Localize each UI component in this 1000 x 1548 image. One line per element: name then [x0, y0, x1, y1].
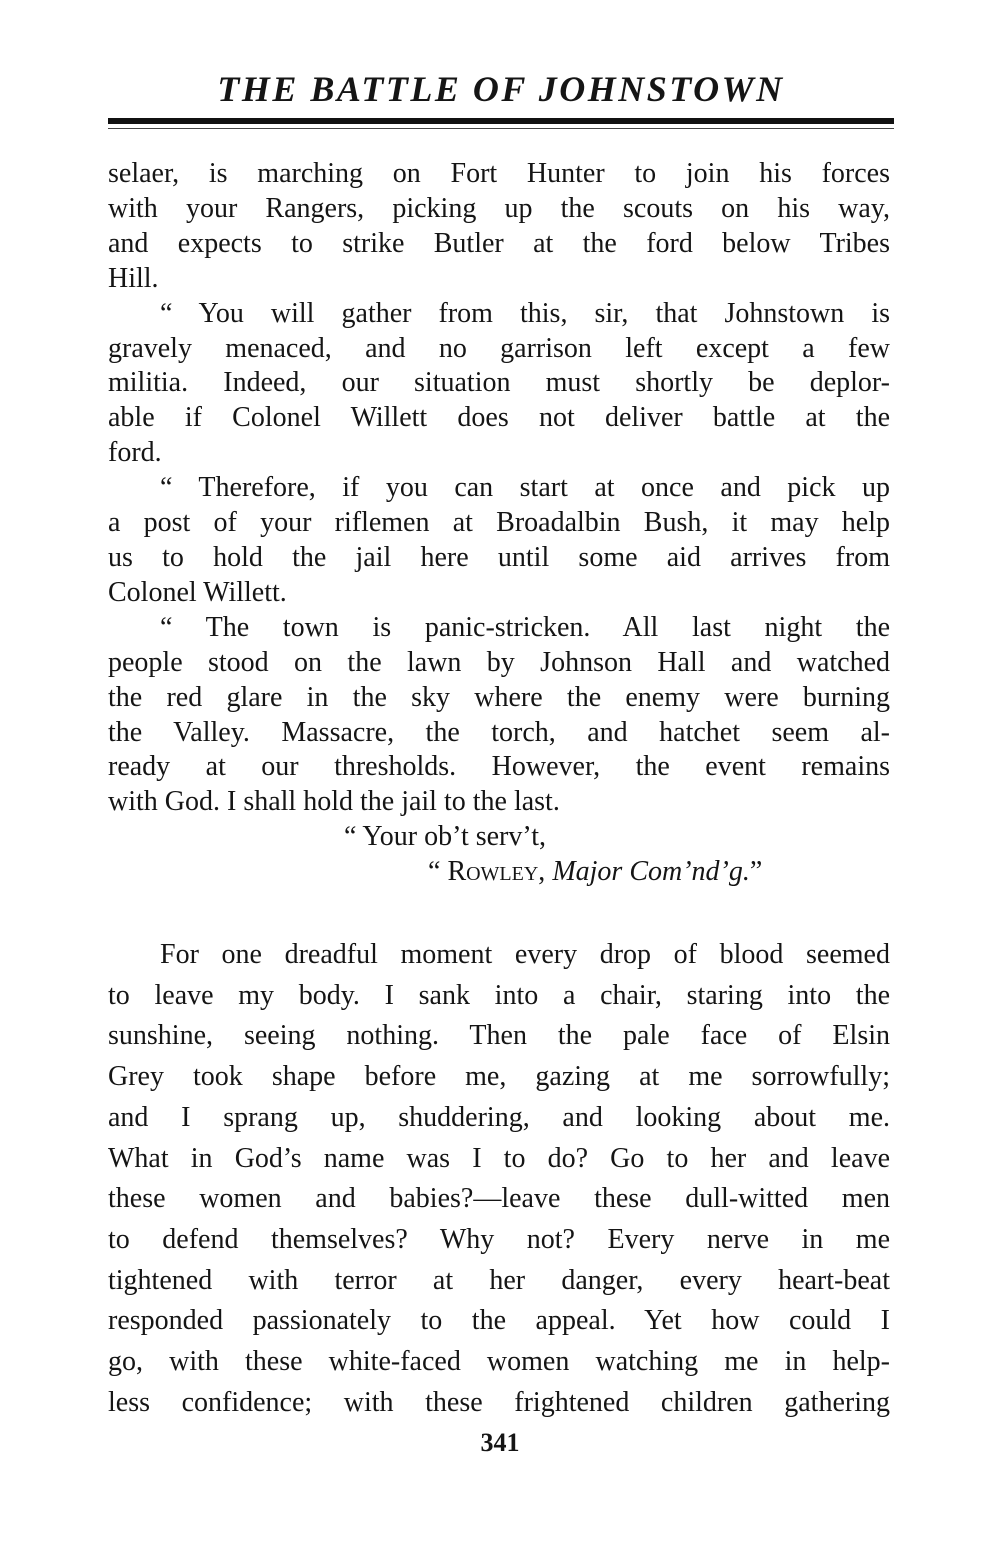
signature-signer — [108, 855, 890, 890]
text-line: able if Colonel Willett does not deliver battle at the — [108, 402, 890, 434]
text-line: For one dreadful moment every drop of blood seemed — [160, 939, 890, 970]
page-number: 341 — [480, 1428, 520, 1457]
text-line: and expects to strike Butler at the ford below Tribes — [108, 227, 890, 259]
text-line: gravely menaced, and no garrison left except a few — [108, 332, 890, 364]
text-line: Colonel Willett. — [108, 576, 287, 608]
text-line: these women and babies?—leave these dull-witted men — [108, 1183, 890, 1215]
signer-rank: Major Com’nd’g. — [552, 855, 750, 887]
signer-name: Rowley, — [447, 855, 546, 887]
text-line: ford. — [108, 437, 162, 469]
text-line: with your Rangers, picking up the scouts on his way, — [108, 192, 890, 224]
signer-open-quote: “ — [428, 855, 448, 887]
text-line: sunshine, seeing nothing. Then the pale face of Elsin — [108, 1020, 890, 1052]
text-line: Hill. — [108, 262, 159, 294]
text-line: people stood on the lawn by Johnson Hall and watched — [108, 646, 890, 678]
text-line: less confidence; with these frightened children gathering — [108, 1386, 890, 1418]
header-rule-thin — [108, 128, 894, 129]
narrative-body — [108, 935, 890, 1423]
text-line: responded passionately to the appeal. Yet how could I — [108, 1305, 890, 1337]
text-line: “ You will gather from this, sir, that Johnstown is — [160, 297, 890, 329]
page-header — [108, 68, 894, 138]
text-line: a post of your riflemen at Broadalbin Bush, it may help — [108, 507, 890, 539]
letter-body — [108, 157, 890, 820]
running-title: THE BATTLE OF JOHNSTOWN — [217, 69, 785, 109]
text-line: “ Therefore, if you can start at once and pick up — [160, 472, 890, 504]
text-line: to defend themselves? Why not? Every nerve in me — [108, 1223, 890, 1255]
text-line: us to hold the jail here until some aid arrives from — [108, 541, 890, 573]
text-line: ready at our thresholds. However, the event remains — [108, 751, 890, 783]
signer-close-quote: ” — [749, 855, 763, 887]
text-line: the Valley. Massacre, the torch, and hatchet seem al- — [108, 716, 890, 748]
text-line: militia. Indeed, our situation must shortly be deplor- — [108, 367, 890, 399]
text-line: What in God’s name was I to do? Go to her and leave — [108, 1142, 890, 1174]
header-rule-thick — [108, 118, 894, 124]
text-line: the red glare in the sky where the enemy were burning — [108, 681, 890, 713]
text-line: Grey took shape before me, gazing at me sorrowfully; — [108, 1061, 890, 1093]
text-line: selaer, is marching on Fort Hunter to join his forces — [108, 158, 890, 189]
letter-signature — [108, 820, 890, 889]
text-line: and I sprang up, shuddering, and looking about me. — [108, 1101, 890, 1133]
text-line: tightened with terror at her danger, every heart-beat — [108, 1264, 890, 1296]
text-line: with God. I shall hold the jail to the last. — [108, 786, 560, 818]
text-line: go, with these white-faced women watching me in help- — [108, 1346, 890, 1378]
signature-closing: “ Your ob’t serv’t, — [344, 821, 546, 852]
text-line: “ The town is panic-stricken. All last night the — [160, 611, 890, 643]
text-line: to leave my body. I sank into a chair, staring into the — [108, 979, 890, 1011]
